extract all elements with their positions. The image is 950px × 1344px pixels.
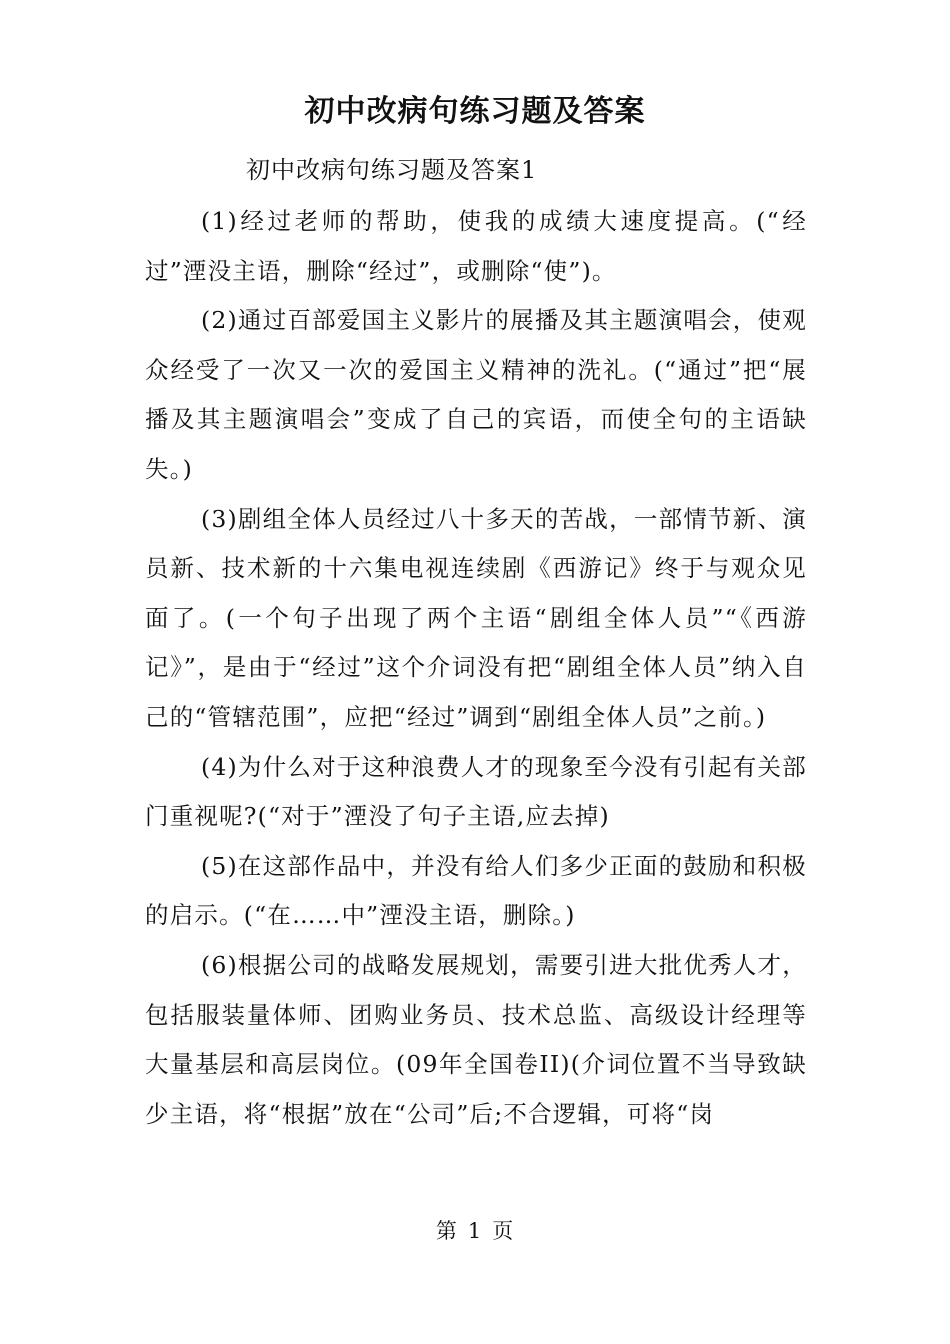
paragraph-2: (2)通过百部爱国主义影片的展播及其主题演唱会，使观众经受了一次又一次的爱国主义精神的洗礼。(“通过”把“展播及其主题演唱会”变成了自己的宾语，而使全句的主语缺失。) (145, 306, 807, 483)
paragraph-4: (4)为什么对于这种浪费人才的现象至今没有引起有关部门重视呢?(“对于”湮没了句子主语,应去掉) (145, 752, 807, 831)
page-footer (0, 1216, 950, 1246)
page-number: 1 (467, 1219, 483, 1243)
document-body (145, 197, 807, 1139)
footer-prefix: 第 (435, 1219, 458, 1243)
paragraph-5: (5)在这部作品中，并没有给人们多少正面的鼓励和积极的启示。(“在……中”湮没主语，删除。) (145, 851, 807, 930)
paragraph-1: (1)经过老师的帮助，使我的成绩大速度提高。(“经过”湮没主语，删除“经过”，或删除“使”)。 (145, 207, 807, 285)
paragraph-3: (3)剧组全体人员经过八十多天的苦战，一部情节新、演员新、技术新的十六集电视连续剧《西游记》终于与观众见面了。(一个句子出现了两个主语“剧组全体人员”“《西游 记》”，是由于“经过”这个介词没有把“剧组全体人员”纳入自己的“管辖范围”，应把“经过”调到“剧组全体人员”之前。) (145, 504, 807, 731)
document-title: 初中改病句练习题及答案 (304, 94, 646, 129)
footer-suffix: 页 (492, 1219, 515, 1243)
paragraph-6: (6)根据公司的战略发展规划，需要引进大批优秀人才，包括服装量体师、团购业务员、技术总监、高级设计经理等大量基层和高层岗位。(09年全国卷II)(介词位置不当导致缺少主语，将“根据”放在“公司”后;不合逻辑，可将“岗 (145, 950, 807, 1128)
section-heading: 初中改病句练习题及答案1 (246, 156, 538, 184)
